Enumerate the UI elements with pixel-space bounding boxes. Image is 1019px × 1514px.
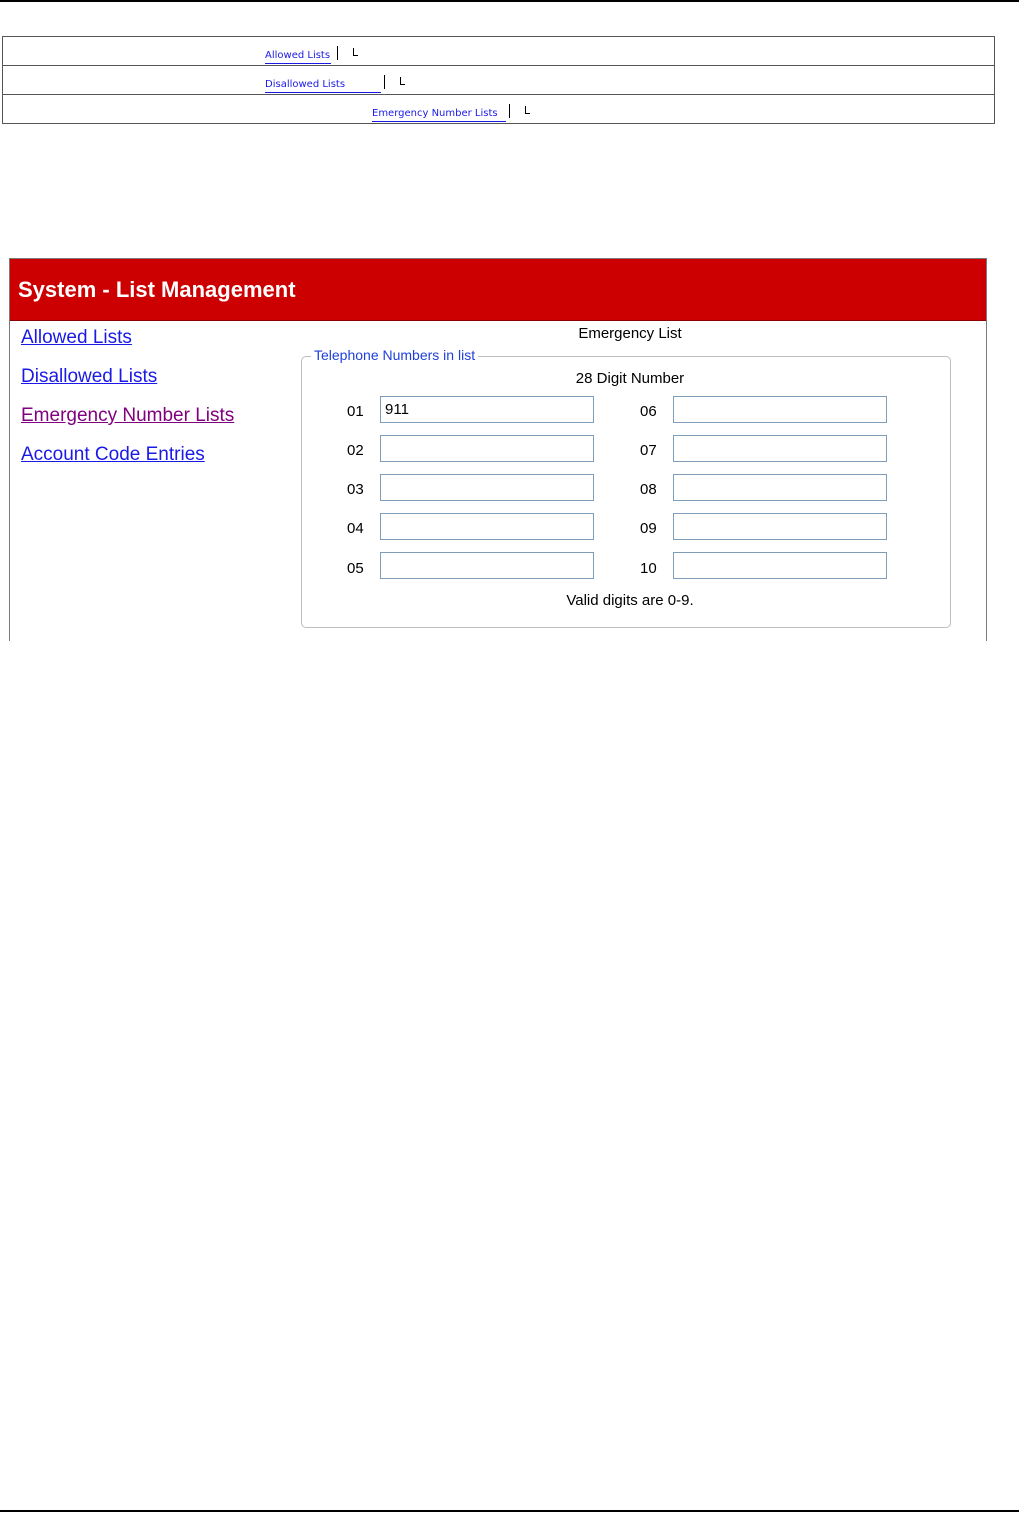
number-field-03[interactable] — [380, 474, 594, 501]
title-bar — [10, 259, 986, 321]
entry-label-04: 04 — [347, 520, 364, 537]
sidebar-item-emergency-number-lists[interactable]: Emergency Number Lists — [21, 405, 235, 426]
xref-link-disallowed-lists[interactable]: Disallowed Lists — [265, 78, 381, 93]
page-ref-icon — [509, 104, 531, 118]
number-field-07[interactable] — [673, 435, 887, 462]
window-title: System - List Management — [18, 277, 296, 302]
sidebar-item-account-code-entries[interactable]: Account Code Entries — [21, 444, 205, 465]
entry-label-03: 03 — [347, 481, 364, 498]
column-header: 28 Digit Number — [575, 370, 685, 387]
xref-link-emergency-number-lists[interactable]: Emergency Number Lists — [372, 107, 506, 122]
cross-reference-table — [2, 36, 995, 124]
bottom-rule — [0, 1510, 1019, 1512]
sidebar-item-allowed-lists[interactable]: Allowed Lists — [21, 327, 132, 348]
entry-label-08: 08 — [640, 481, 657, 498]
sidebar-item-disallowed-lists[interactable]: Disallowed Lists — [21, 366, 158, 387]
number-field-09[interactable] — [673, 513, 887, 540]
list-title: Emergency List — [578, 325, 682, 342]
entry-label-07: 07 — [640, 442, 657, 459]
number-field-04[interactable] — [380, 513, 594, 540]
entry-label-06: 06 — [640, 403, 657, 420]
entry-label-09: 09 — [640, 520, 657, 537]
number-field-10[interactable] — [673, 552, 887, 579]
xref-row — [3, 37, 994, 65]
top-rule — [0, 0, 1019, 2]
list-management-window — [9, 258, 987, 641]
xref-link-allowed-lists[interactable]: Allowed Lists — [265, 49, 331, 64]
xref-row — [3, 94, 994, 123]
page-ref-icon — [384, 75, 406, 89]
number-field-02[interactable] — [380, 435, 594, 462]
valid-digits-note: Valid digits are 0-9. — [566, 592, 694, 609]
number-field-06[interactable] — [673, 396, 887, 423]
number-field-08[interactable] — [673, 474, 887, 501]
page-ref-icon — [337, 46, 359, 60]
number-field-05[interactable] — [380, 552, 594, 579]
group-label: Telephone Numbers in list — [311, 347, 478, 363]
entry-label-05: 05 — [347, 560, 364, 577]
number-field-01[interactable] — [380, 396, 594, 423]
entry-label-02: 02 — [347, 442, 364, 459]
xref-row — [3, 65, 994, 94]
entry-label-10: 10 — [640, 560, 657, 577]
entry-label-01: 01 — [347, 403, 364, 420]
